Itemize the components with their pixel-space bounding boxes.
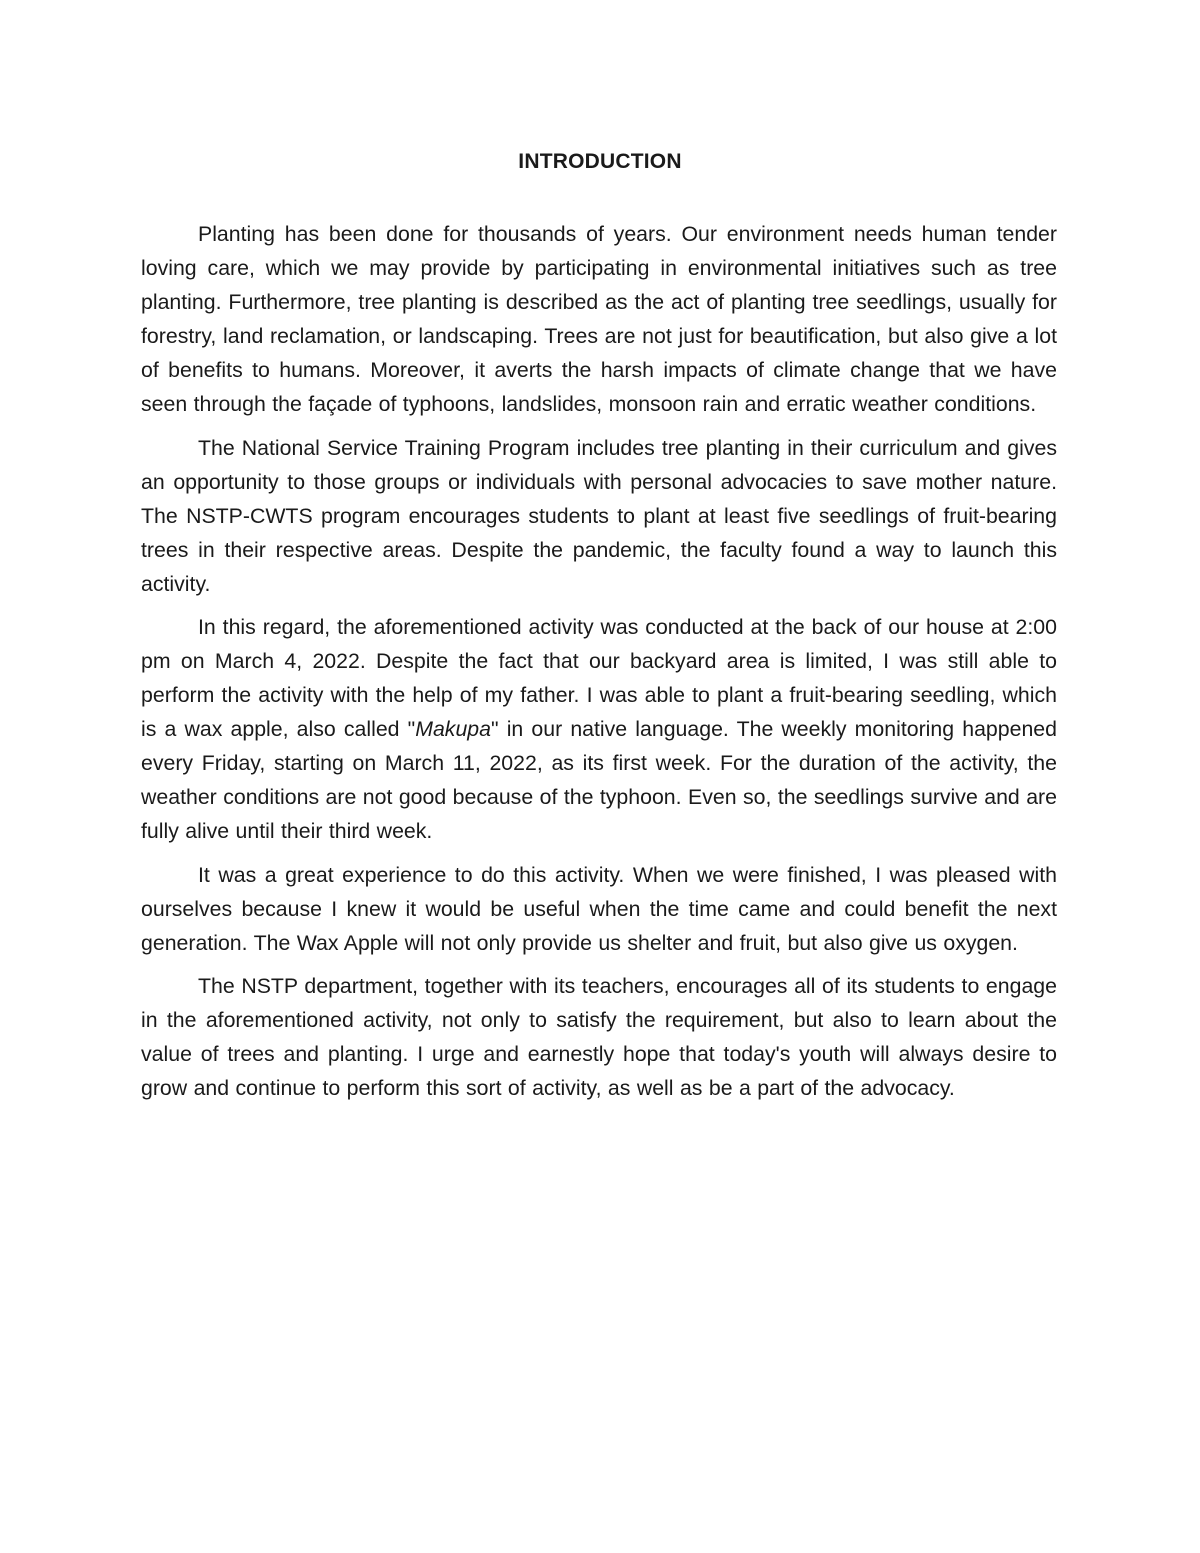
paragraph-3-emphasis: Makupa — [415, 717, 491, 741]
paragraph-5: The NSTP department, together with its teachers, encourages all of its students to engage in the aforementioned activity, not only to satisfy the requirement, but also to learn about the value of trees and planting. I urge and earnestly hope that today's youth will always desire to grow and continue to perform this sort of activity, as well as be a part of the advocacy. — [141, 974, 1057, 1100]
paragraph-3 — [141, 610, 1057, 848]
page-title: INTRODUCTION — [518, 150, 682, 173]
paragraph-3-text-after: " in our native language. The weekly monitoring happened every Friday, starting on March 11, 2022, as its first week. For the duration of the activity, the weather conditions are not good because of the typhoon. Even so, the seedlings survive and are fully alive until their third week. — [141, 717, 1057, 843]
document-body — [141, 217, 1057, 1115]
paragraph-3-text-before: In this regard, the aforementioned activity was conducted at the back of our house at 2:00 pm on March 4, 2022. Despite the fact that our backyard area is limited, I was still able to perform the activity with the help of my father. I was able to plant a fruit-bearing seedling, which is a wax apple, also called " — [141, 615, 1057, 741]
paragraph-1: Planting has been done for thousands of years. Our environment needs human tender loving care, which we may provide by participating in environmental initiatives such as tree planting. Furthermore, tree planting is described as the act of planting tree seedlings, usually for forestry, land reclamation, or landscaping. Trees are not just for beautification, but also give a lot of benefits to humans. Moreover, it averts the harsh impacts of climate change that we have seen through the façade of typhoons, landslides, monsoon rain and erratic weather conditions. — [141, 222, 1057, 416]
paragraph-2: The National Service Training Program includes tree planting in their curriculum and gives an opportunity to those groups or individuals with personal advocacies to save mother nature. The NSTP-CWTS program encourages students to plant at least five seedlings of fruit-bearing trees in their respective areas. Despite the pandemic, the faculty found a way to launch this activity. — [141, 435, 1057, 596]
paragraph-4: It was a great experience to do this activity. When we were finished, I was pleased with ourselves because I knew it would be useful when the time came and could benefit the next generation. The Wax Apple will not only provide us shelter and fruit, but also give us oxygen. — [141, 862, 1057, 955]
